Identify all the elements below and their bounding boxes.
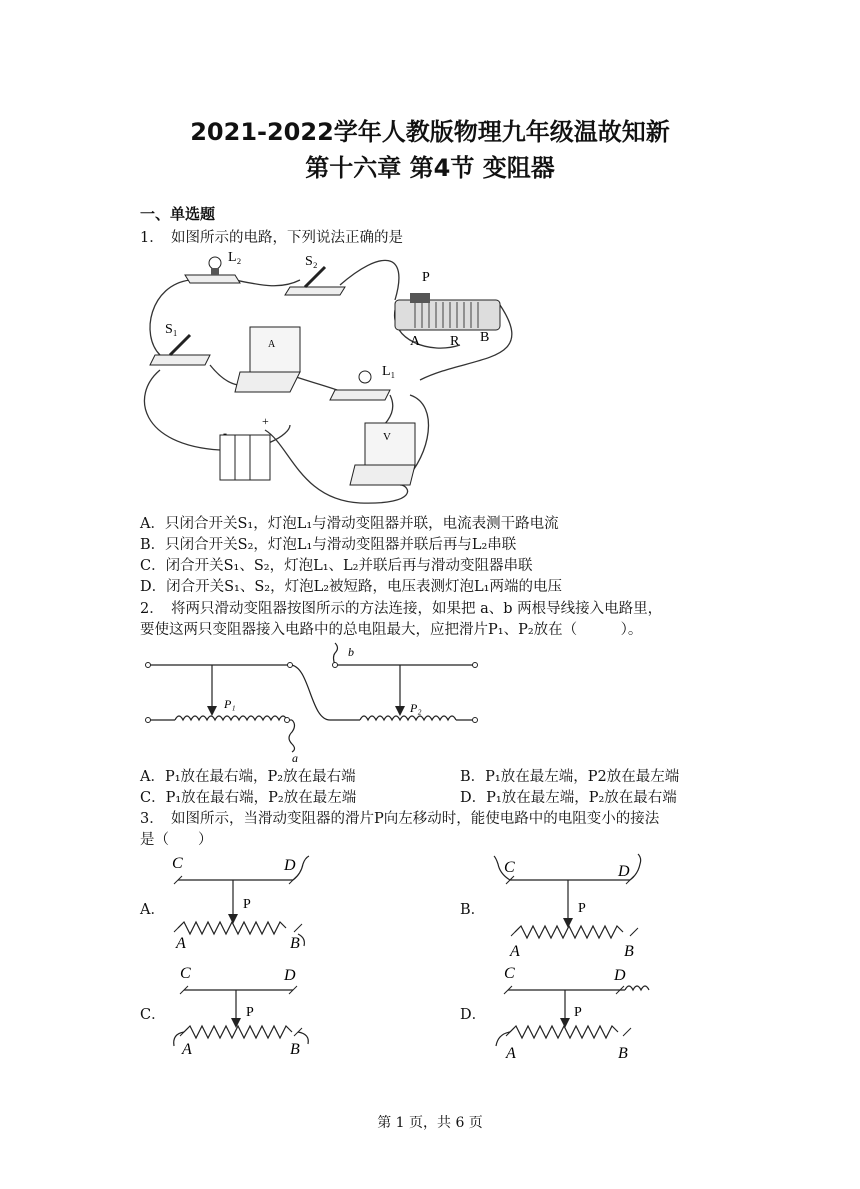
ammeter-label: A [268,339,276,350]
label-c: C [504,965,515,982]
label-b: B [480,330,490,345]
label-s1: S₁ [165,322,178,337]
label-a-wire: a [292,751,298,765]
label-p: P [578,901,586,916]
label-a: A [176,935,186,950]
q1-option-b: B．只闭合开关S₂，灯泡L₁与滑动变阻器并联后再与L₂串联 [140,537,517,553]
label-s2: S₂ [305,254,318,269]
label-d: D [284,857,296,874]
label-d: D [614,967,626,984]
label-p: P [574,1005,582,1020]
battery-plus: + [262,414,269,428]
q1-circuit-figure [140,245,540,510]
document-title-line1: 2021-2022学年人教版物理九年级温故知新 [190,118,670,146]
q3-option-d-letter: D． [460,1007,487,1023]
label-b: B [624,943,634,960]
q3-option-d-figure [490,960,660,1065]
document-title-line2: 第十六章 第4节 变阻器 [305,154,555,182]
q2-rheostat-figure [140,640,485,765]
battery-icon [220,435,270,480]
label-a: A [510,943,520,960]
label-r: R [450,334,460,349]
rheostat-icon [395,293,500,330]
q3-option-b-letter: B． [460,902,486,918]
label-d: D [618,863,630,880]
label-a: A [506,1045,516,1062]
label-b: B [618,1045,628,1062]
label-c: C [504,859,515,876]
label-b: B [290,1041,300,1058]
q2-option-c: C．P₁放在最右端，P₂放在最左端 [140,790,357,806]
label-c: C [180,965,191,982]
label-p2: P₂ [410,701,422,715]
label-b-wire: b [348,645,354,659]
q1-option-a: A．只闭合开关S₁，灯泡L₁与滑动变阻器并联，电流表测干路电流 [140,516,559,532]
q1-option-d: D．闭合开关S₁、S₂，灯泡L₂被短路，电压表测灯泡L₁两端的电压 [140,579,562,595]
voltmeter-label: V [383,431,391,443]
q2-option-d: D．P₁放在最左端，P₂放在最右端 [460,790,677,806]
lamp-l1-icon [330,371,390,400]
section-heading: 一、单选题 [140,205,216,223]
q3-option-c-letter: C． [140,1007,166,1023]
label-b: B [290,935,300,950]
label-a: A [410,334,421,349]
q1-option-c: C．闭合开关S₁、S₂，灯泡L₁、L₂并联后再与滑动变阻器串联 [140,558,533,574]
battery-minus: - [223,426,227,440]
switch-s2-icon [285,267,345,295]
label-d: D [284,967,296,984]
label-c: C [172,855,183,872]
ammeter-icon [235,327,300,392]
q2-option-a: A．P₁放在最右端，P₂放在最右端 [140,769,356,785]
label-p1: P₁ [224,697,236,711]
q3-option-a-letter: A． [140,902,165,918]
label-p: P [422,270,430,285]
question-2-stem-line2: 要使这两只变阻器接入电路中的总电阻最大，应把滑片P₁、P₂放在（ ）。 [140,622,643,638]
question-3-stem-line2: 是（ ） [140,832,213,848]
label-p: P [246,1005,254,1020]
q3-option-c-figure [168,960,328,1060]
question-1-stem: 1． 如图所示的电路，下列说法正确的是 [140,230,403,246]
q3-option-b-figure [490,850,660,960]
switch-s1-icon [150,335,210,365]
question-2-stem-line1: 2． 将两只滑动变阻器按图所示的方法连接，如果把 a、b 两根导线接入电路里， [140,601,663,617]
question-3-stem-line1: 3． 如图所示，当滑动变阻器的滑片P向左移动时，能使电路中的电阻变小的接法 [140,811,660,827]
label-l1: L₁ [382,364,396,379]
q2-option-b: B．P₁放在最左端，P2放在最左端 [460,769,680,785]
wire [150,280,190,355]
page-footer: 第 1 页，共 6 页 [377,1115,483,1131]
label-l2: L₂ [228,250,242,265]
label-p: P [243,897,251,912]
q3-option-a-figure [168,850,328,950]
label-a: A [182,1041,192,1058]
